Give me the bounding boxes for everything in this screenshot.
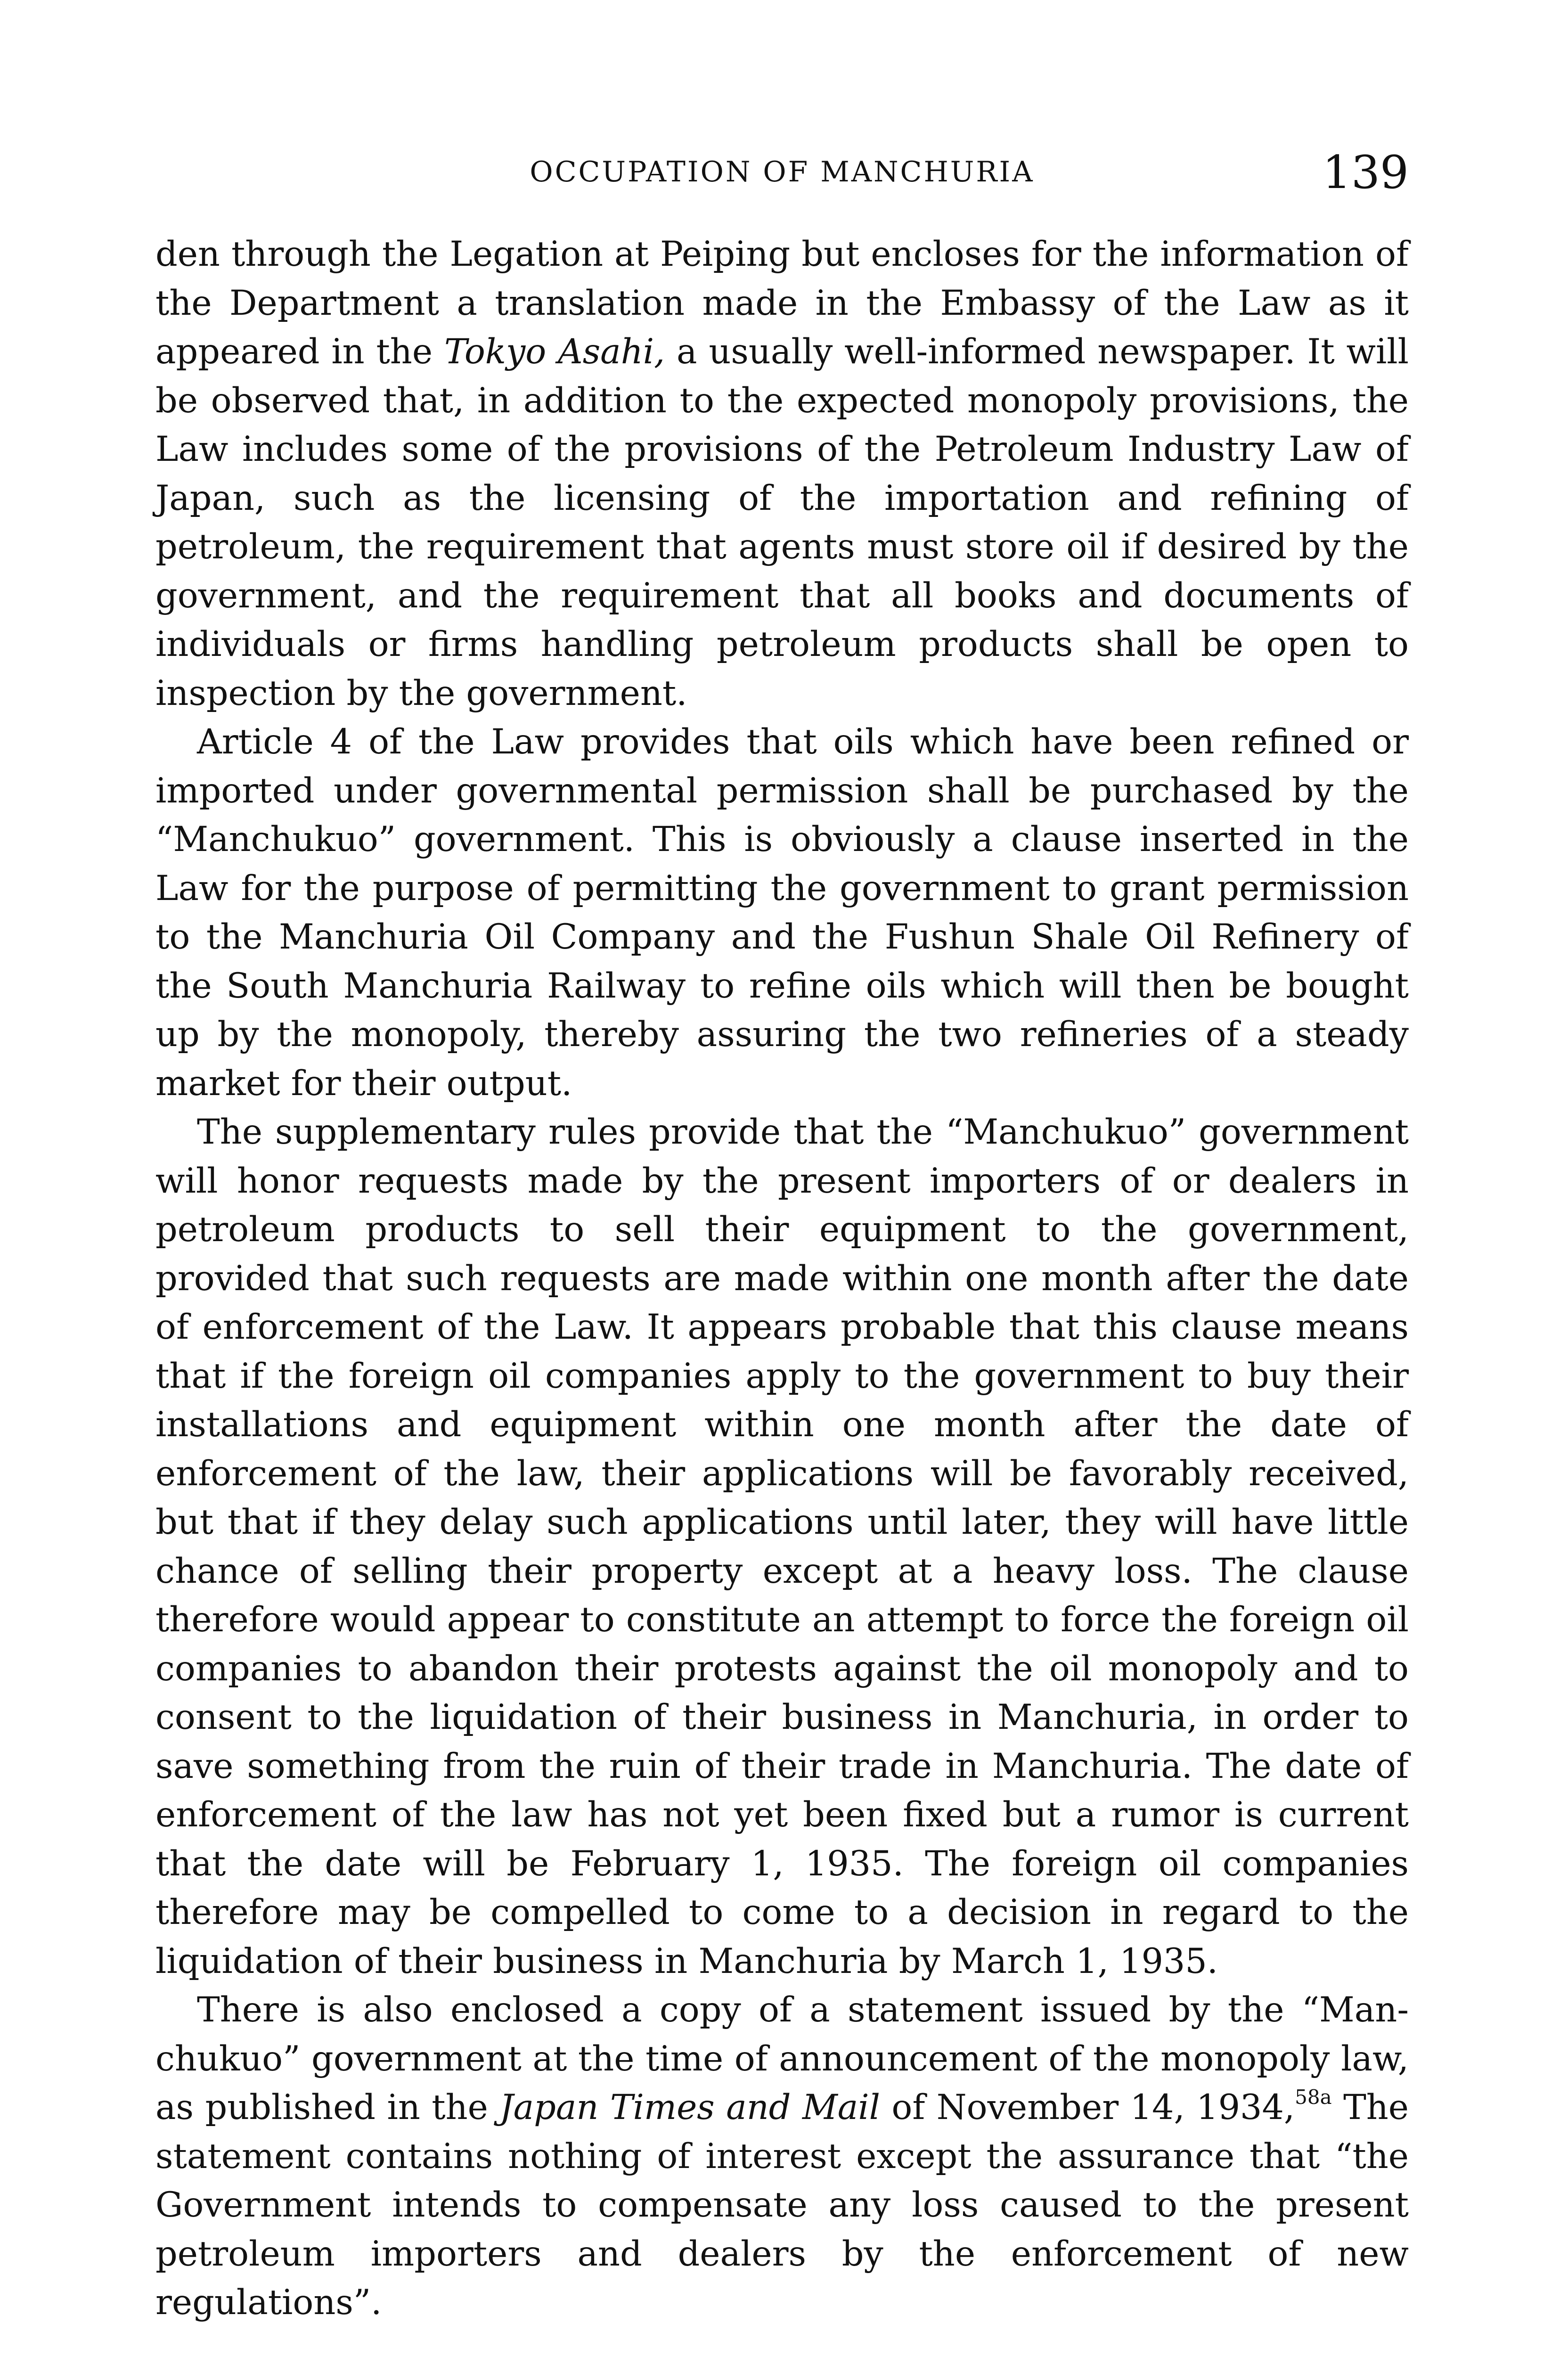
paragraph-1: [155, 230, 1409, 718]
page-header: [155, 146, 1409, 198]
paragraph-4-continuation: The statement contains nothing of interest except the assurance that “the Government intends to compensate any loss caused to the present petroleum importers and dealers by the enforcement of new regulations”.: [155, 2087, 1409, 2323]
footnote-reference: 58a: [1295, 2086, 1332, 2109]
paragraph-4-date: of November 14, 1934,: [880, 2087, 1295, 2127]
paragraph-4: [155, 1986, 1409, 2327]
paragraph-4-text: There is also enclosed a copy of a statement issued by the “Manchukuo” government at the time of announcement of the monopoly law, as published in the: [155, 1990, 1409, 2127]
publication-title: Japan Times and Mail: [499, 2087, 880, 2127]
running-title: OCCUPATION OF MANCHURIA: [530, 155, 1035, 188]
newspaper-title: Tokyo Asahi,: [444, 332, 665, 372]
body-text: [155, 230, 1409, 2327]
paragraph-3: The supplementary rules provide that the “Manchukuo” government will honor requests made by the present importers of or dealers in petroleum products to sell their equipment to the government, provided that such requests are made within one month after the date of enforcement of the Law. It appears probable that this clause means that if the foreign oil companies apply to the government to buy their installations and equipment within one month after the date of enforcement of the law, their applications will be favorably received, but that if they delay such applications until later, they will have little chance of selling their property except at a heavy loss. The clause therefore would appear to constitute an attempt to force the foreign oil companies to abandon their protests against the oil monopoly and to consent to the liquidation of their business in Manchuria, in order to save something from the ruin of their trade in Manchuria. The date of enforcement of the law has not yet been fixed but a rumor is current that the date will be February 1, 1935. The foreign oil companies therefore may be compelled to come to a decision in regard to the liquidation of their business in Manchuria by March 1, 1935.: [155, 1112, 1409, 1981]
page-number: 139: [1322, 146, 1409, 199]
paragraph-2: Article 4 of the Law provides that oils which have been refined or imported under governmental permission shall be purchased by the “Manchukuo” government. This is obviously a clause inserted in the Law for the purpose of permitting the government to grant permission to the Manchuria Oil Company and the Fushun Shale Oil Refinery of the South Manchuria Railway to refine oils which will then be bought up by the monopoly, thereby assuring the two refineries of a steady market for their output.: [155, 722, 1409, 1104]
paragraph-1-text: den through the Legation at Peiping but encloses for the information of the Department a translation made in the Embassy of the Law as it appeared in the: [155, 234, 1409, 372]
paragraph-1-continuation: a usually well-informed newspaper. It will be observed that, in addition to the expected monopoly provisions, the Law includes some of the provisions of the Petroleum Industry Law of Japan, such as the licensing of the importation and refining of petroleum, the requirement that agents must store oil if desired by the government, and the requirement that all books and documents of individuals or firms handling petroleum products shall be open to inspection by the government.: [155, 332, 1409, 713]
